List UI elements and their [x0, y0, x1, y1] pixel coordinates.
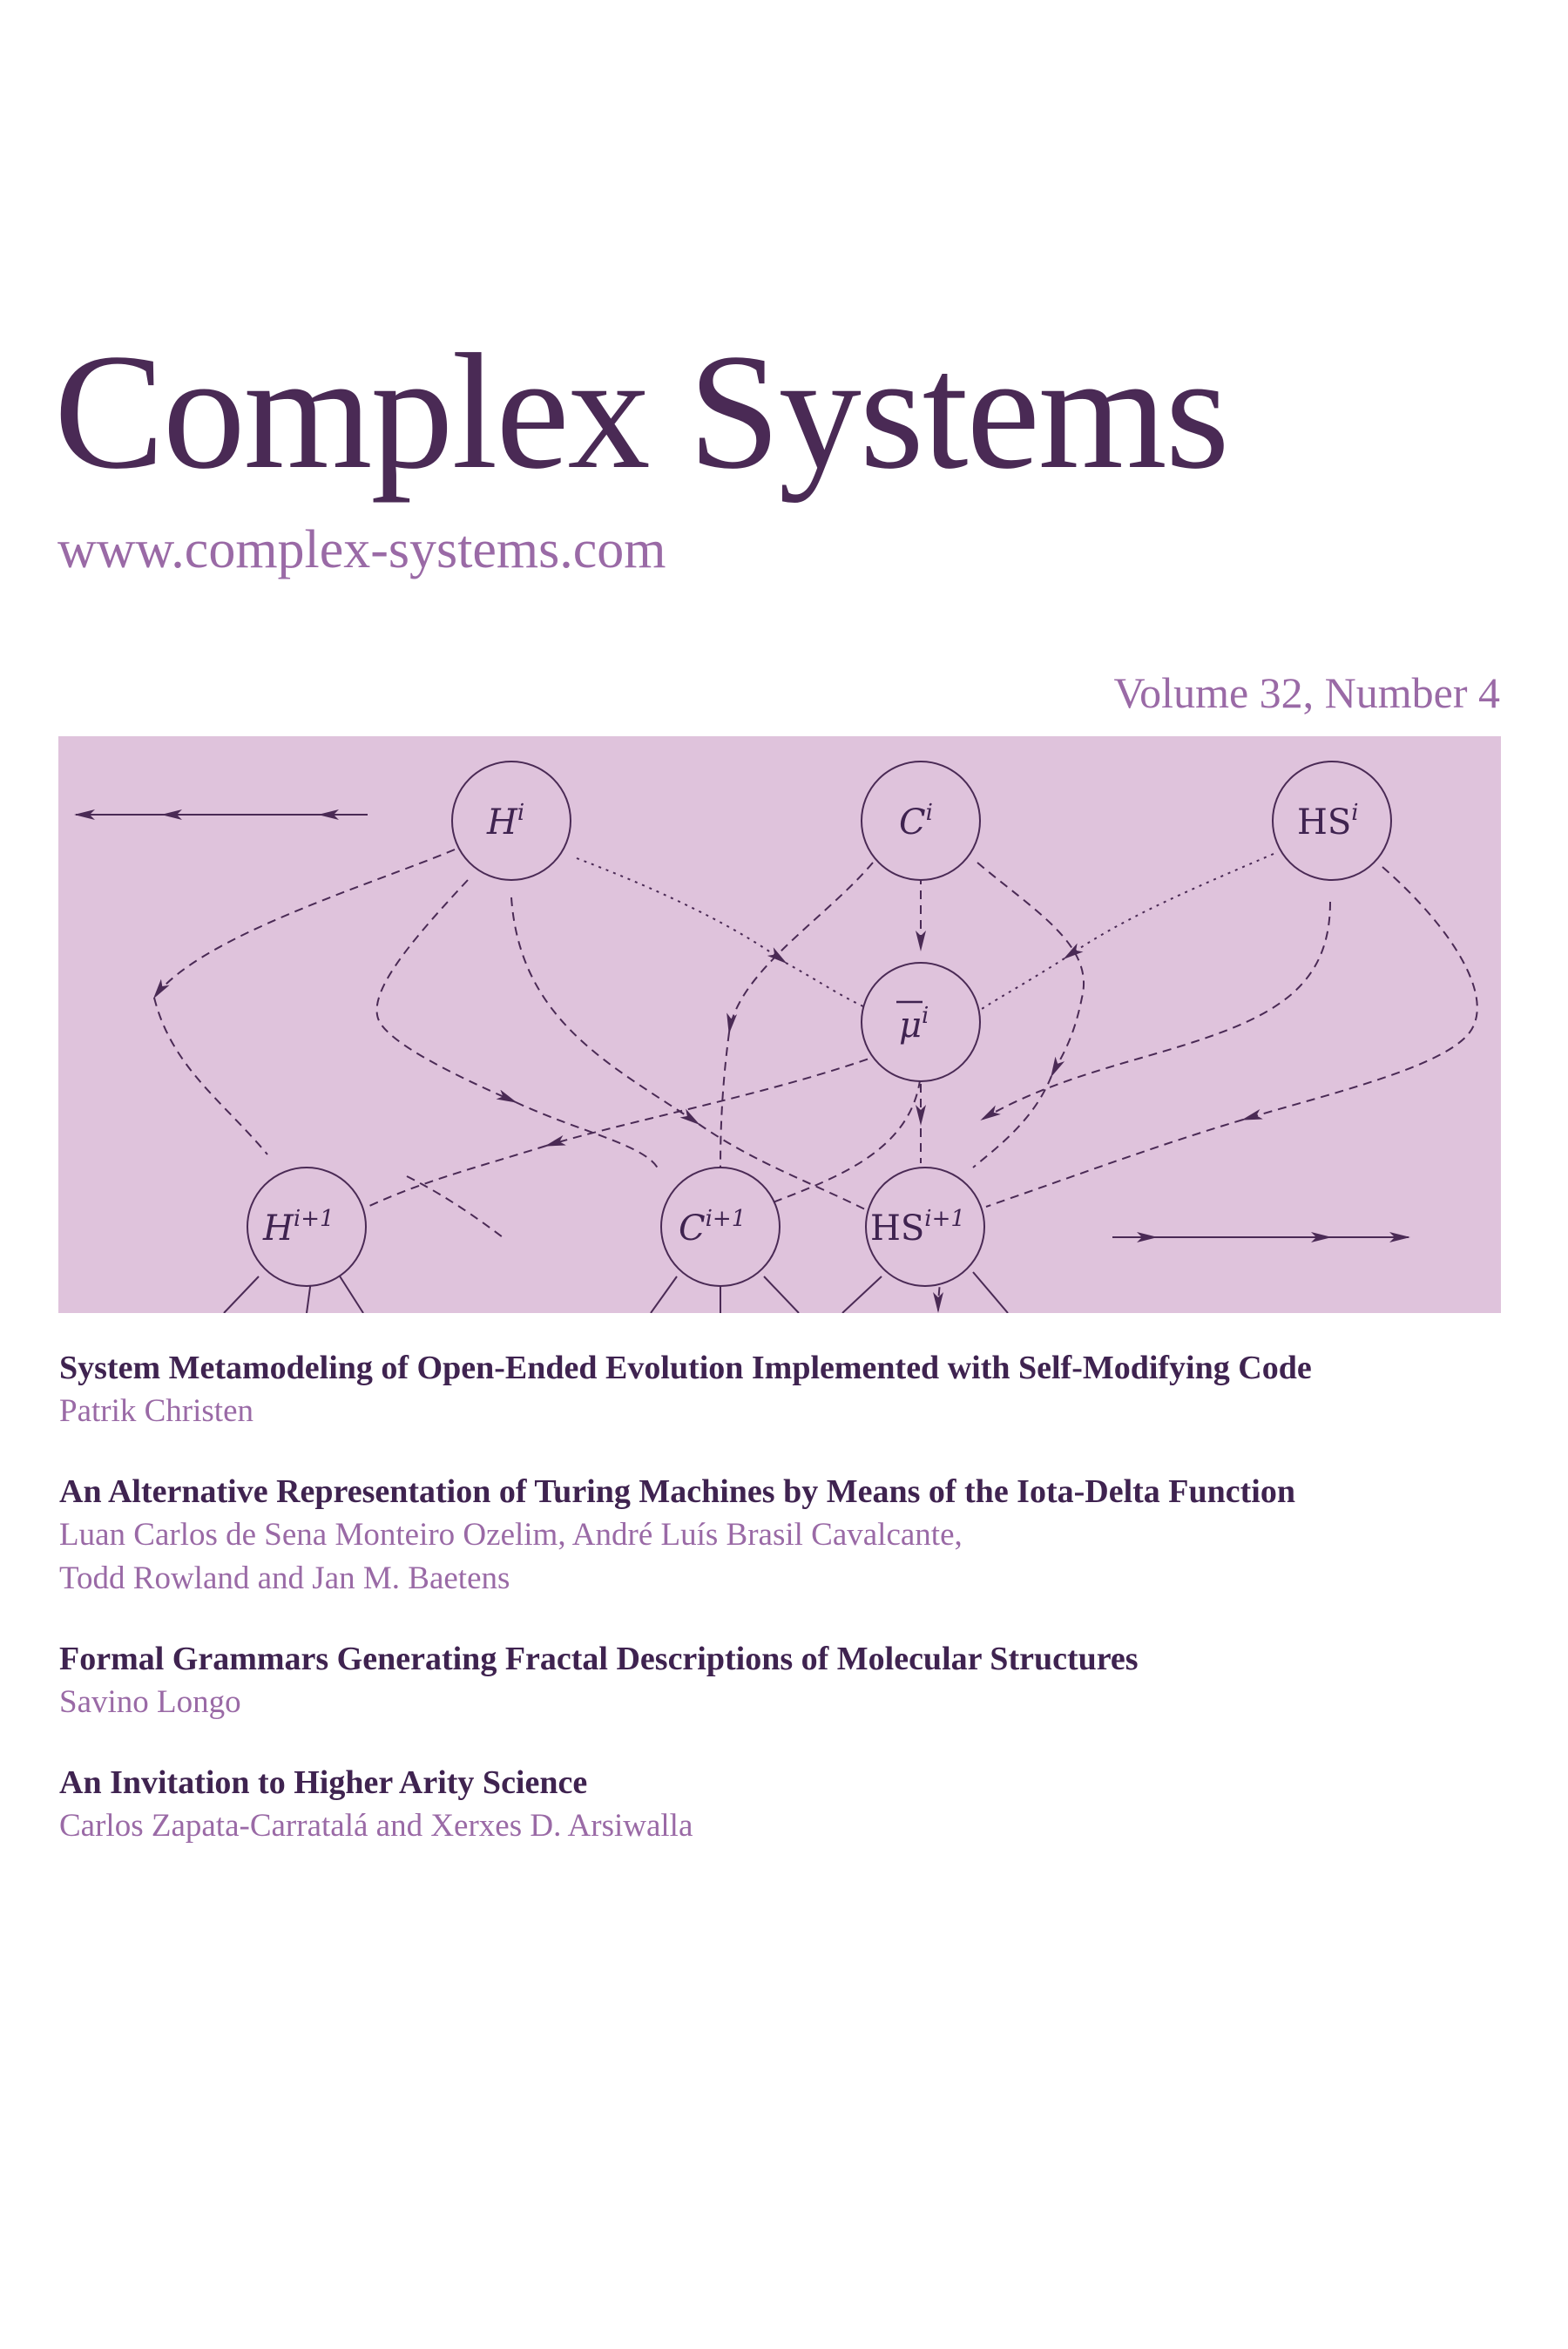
- article-entry[interactable]: [59, 1761, 1505, 1848]
- article-title[interactable]: Formal Grammars Generating Fractal Descriptions of Molecular Structures: [59, 1641, 1139, 1677]
- author-line: Patrik Christen: [59, 1393, 254, 1429]
- article-entry[interactable]: [59, 1470, 1505, 1601]
- node-c-label: $C^i$: [899, 800, 933, 843]
- node-mu-label: $\mu^i$: [899, 1003, 929, 1046]
- article-authors: [59, 1390, 1505, 1433]
- article-title[interactable]: An Invitation to Higher Arity Science: [59, 1764, 588, 1801]
- article-authors: [59, 1513, 1505, 1601]
- edge-hs-to-mu-dotted: [1064, 854, 1274, 958]
- table-of-contents: [59, 1346, 1505, 1885]
- edge-c-to-c1: [729, 863, 873, 1032]
- node-hs1-label: $HS^{i+1}$: [870, 1206, 965, 1249]
- node-h1-label: $H^{i+1}$: [263, 1206, 335, 1249]
- edge-h-to-mu-dotted: [577, 858, 786, 963]
- article-authors: [59, 1681, 1505, 1724]
- article-authors: [59, 1804, 1505, 1848]
- author-line: Luan Carlos de Sena Monteiro Ozelim, André Luís Brasil Cavalcante,: [59, 1517, 963, 1553]
- node-c1-label: $C^{i+1}$: [679, 1206, 747, 1249]
- journal-title: Complex Systems: [54, 321, 1228, 504]
- journal-url[interactable]: www.complex-systems.com: [57, 520, 666, 579]
- author-line: Todd Rowland and Jan M. Baetens: [59, 1560, 510, 1596]
- article-entry[interactable]: [59, 1346, 1505, 1433]
- author-line: Savino Longo: [59, 1684, 241, 1720]
- node-h-label: $H^i$: [487, 800, 525, 843]
- article-entry[interactable]: [59, 1637, 1505, 1724]
- edge-hs-to-right: [1243, 867, 1477, 1120]
- article-title[interactable]: An Alternative Representation of Turing Machines by Means of the Iota-Delta Function: [59, 1473, 1295, 1510]
- edge-mu-to-h1: [546, 1054, 882, 1146]
- edge-c-to-hs1: [977, 863, 1084, 1076]
- node-hs-label: $HS^i$: [1297, 800, 1359, 843]
- edge-h-to-c1: [377, 880, 516, 1102]
- cover-diagram-svg: [58, 736, 1501, 1313]
- issue-number: Volume 32, Number 4: [1113, 668, 1500, 717]
- cover-diagram: [58, 736, 1501, 1313]
- article-title[interactable]: System Metamodeling of Open-Ended Evolution Implemented with Self-Modifying Code: [59, 1350, 1312, 1386]
- edge-h-to-h1: [154, 850, 455, 998]
- edge-h-to-hs1: [511, 897, 699, 1124]
- edge-hs-to-hs1: [982, 902, 1330, 1120]
- author-line: Carlos Zapata-Carratalá and Xerxes D. Arsiwalla: [59, 1808, 693, 1844]
